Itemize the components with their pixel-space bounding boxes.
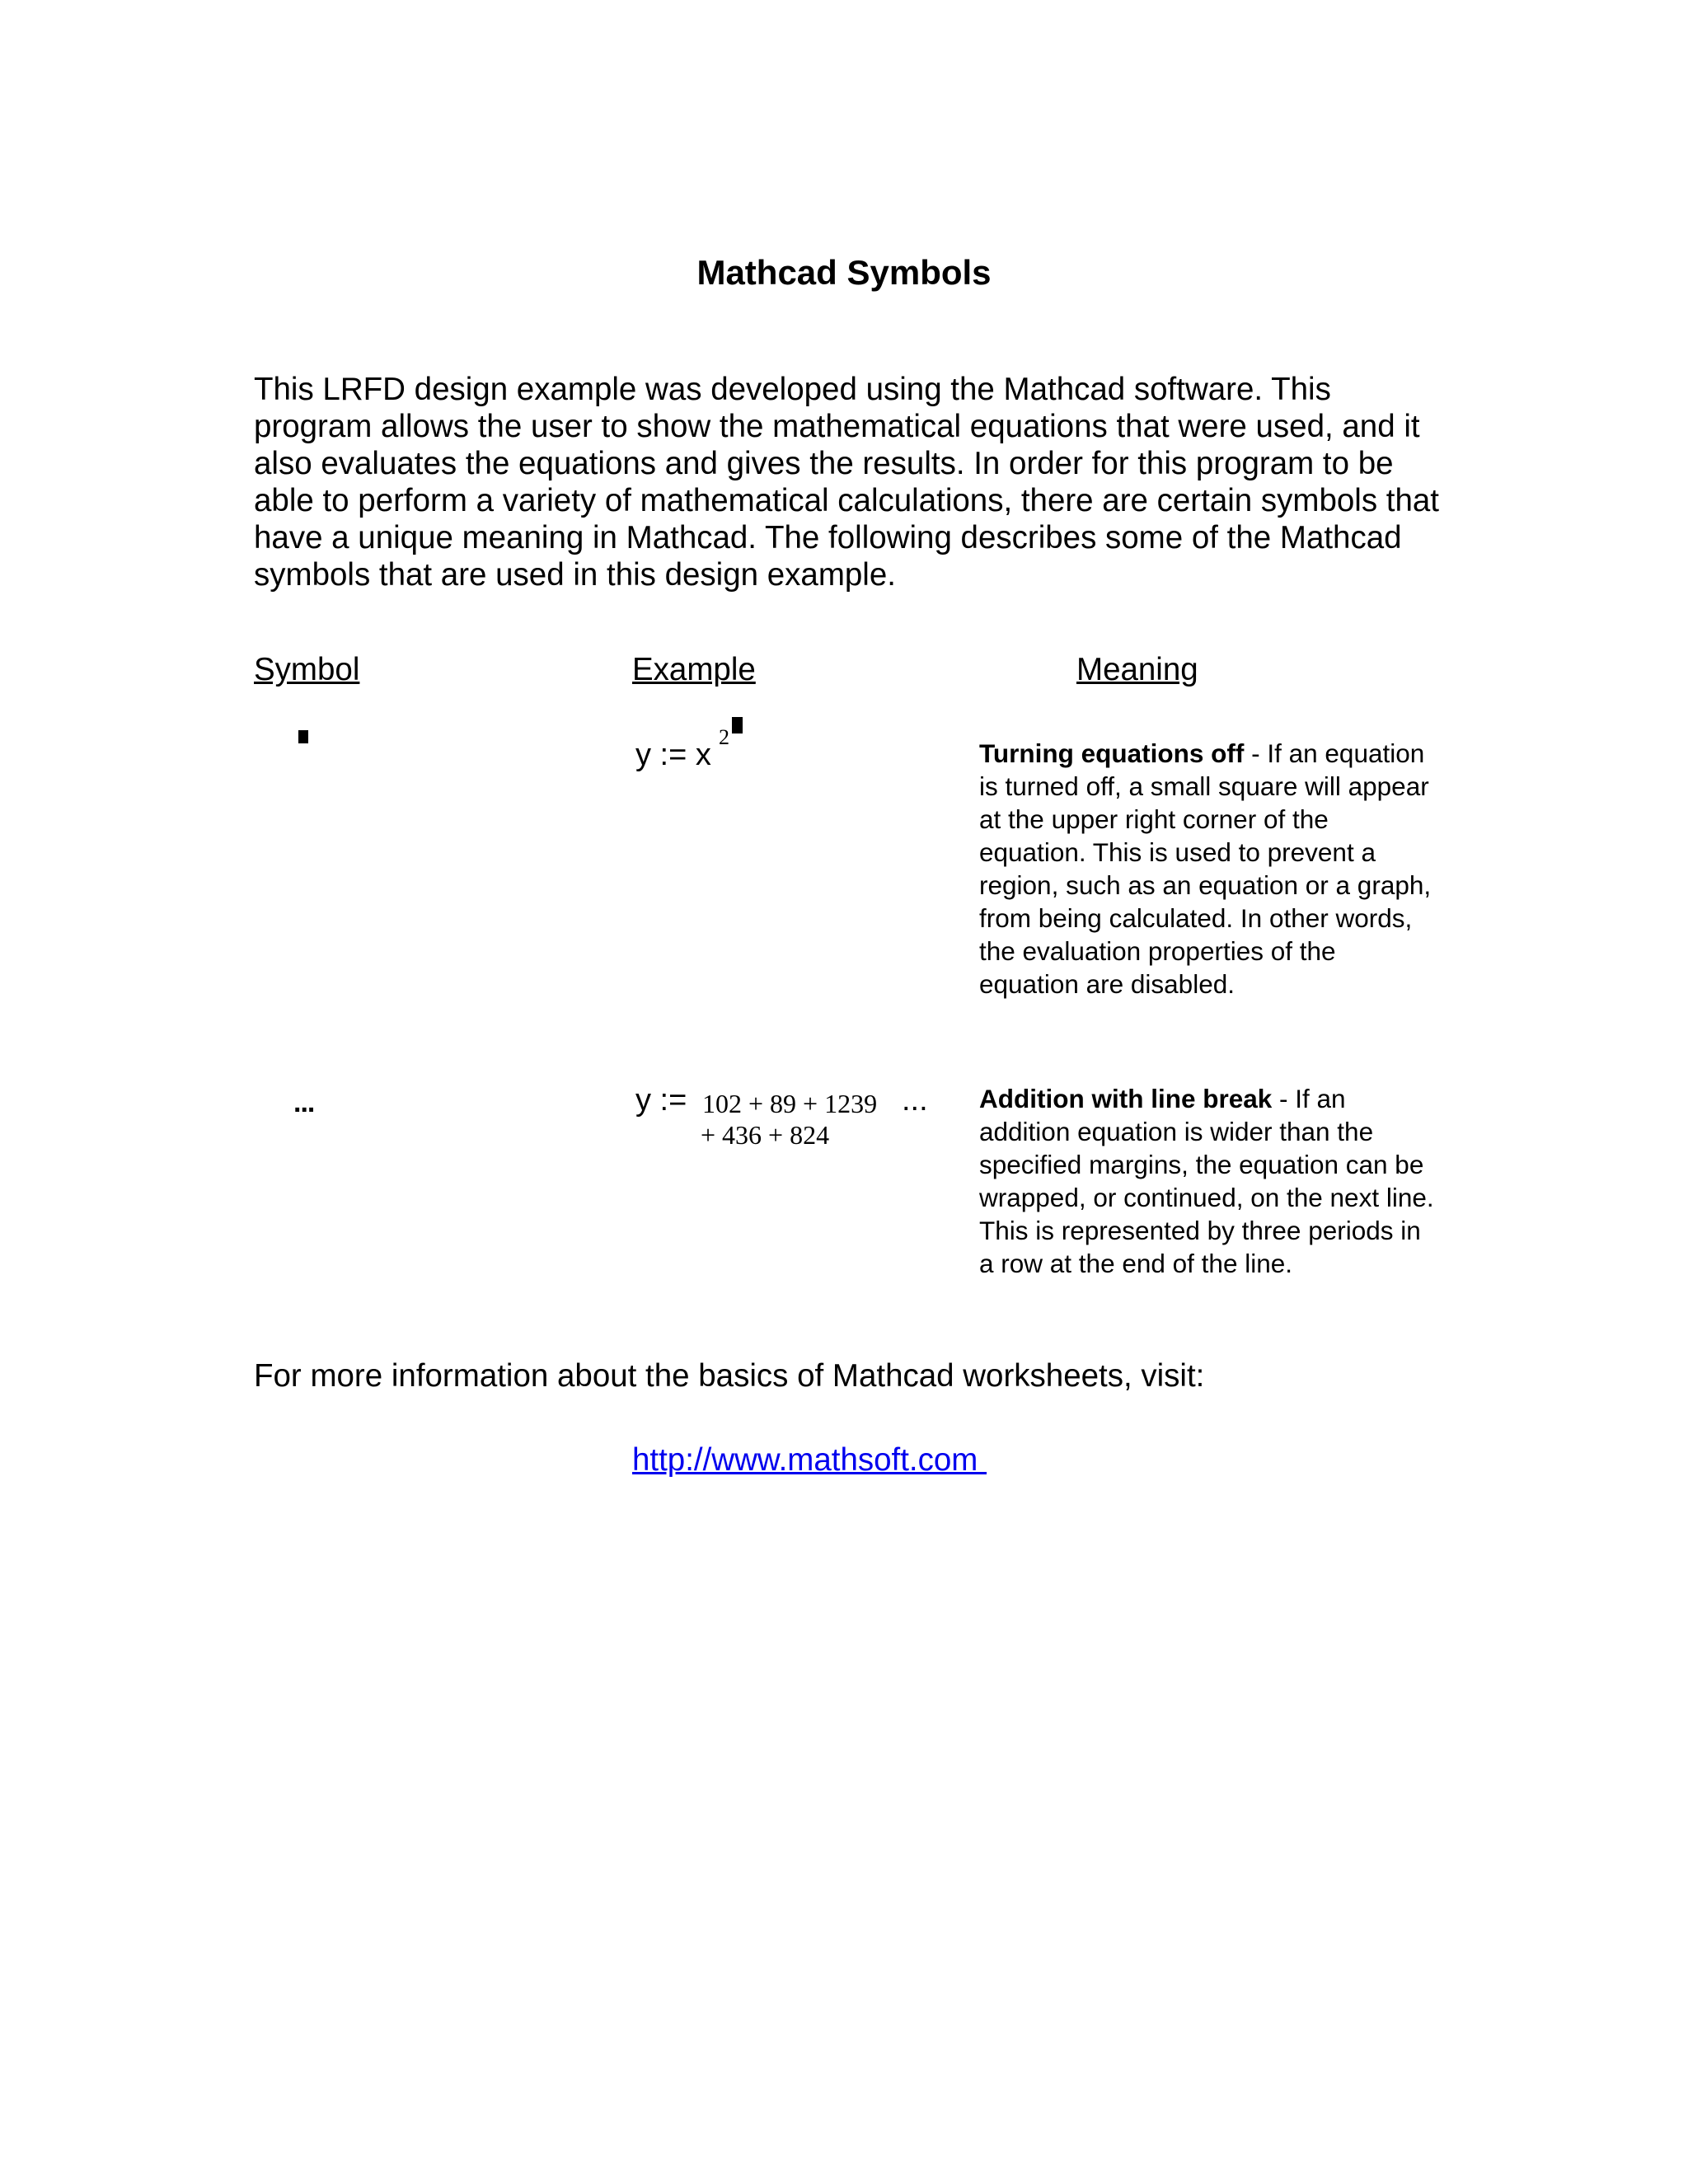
line-break-ellipsis-symbol: ... [293, 1087, 315, 1118]
meaning-term: Addition with line break [979, 1084, 1273, 1113]
column-header-meaning: Meaning [1076, 652, 1198, 687]
meaning-description: - If an equation is turned off, a small square will appear at the upper right corner of the equation. This is used to prevent a region, such as an equation or a graph, from being calculated. In other words, the evaluation properties of the equation are disabled. [979, 738, 1432, 999]
example-line-break-lhs: y := [635, 1083, 687, 1118]
equation-lhs: y := [635, 738, 687, 772]
column-header-symbol: Symbol [254, 652, 360, 687]
intro-paragraph: This LRFD design example was developed using the Mathcad software. This program allows the user to show the mathematical equations that were used, and it also evaluates the equations and gives the results. In order for this program to be able to perform a variety of mathematical calculations, there are certain symbols that have a unique meaning in Mathcad. The following describes some of the Mathcad symbols that are used in this design example. [254, 372, 1439, 593]
example-line-break-continuation: ... [902, 1083, 928, 1118]
column-header-example: Example [632, 652, 756, 687]
example-line-break-line2 [701, 1116, 829, 1153]
equation-base: x [695, 738, 711, 772]
mathsoft-link[interactable]: http://www.mathsoft.com [632, 1442, 987, 1478]
more-info-text: For more information about the basics of Mathcad worksheets, visit: [254, 1358, 1205, 1394]
meaning-equations-off [979, 737, 1441, 1001]
equation-off-marker-icon [732, 717, 743, 733]
meaning-line-break [979, 1082, 1441, 1280]
meaning-term: Turning equations off [979, 738, 1245, 768]
meaning-description: - If an addition equation is wider than the specified margins, the equation can be wrapped, or continued, on the next line. This is represented by three periods in a row at the end of the line. [979, 1084, 1434, 1278]
page-title: Mathcad Symbols [696, 253, 992, 292]
equation-off-square-icon [298, 730, 308, 743]
example-equation-off [635, 737, 711, 773]
equation-line2: + 436 + 824 [701, 1120, 830, 1150]
equation-exponent: 2 [719, 725, 729, 749]
equation-line1: 102 + 89 + 1239 [702, 1089, 878, 1118]
